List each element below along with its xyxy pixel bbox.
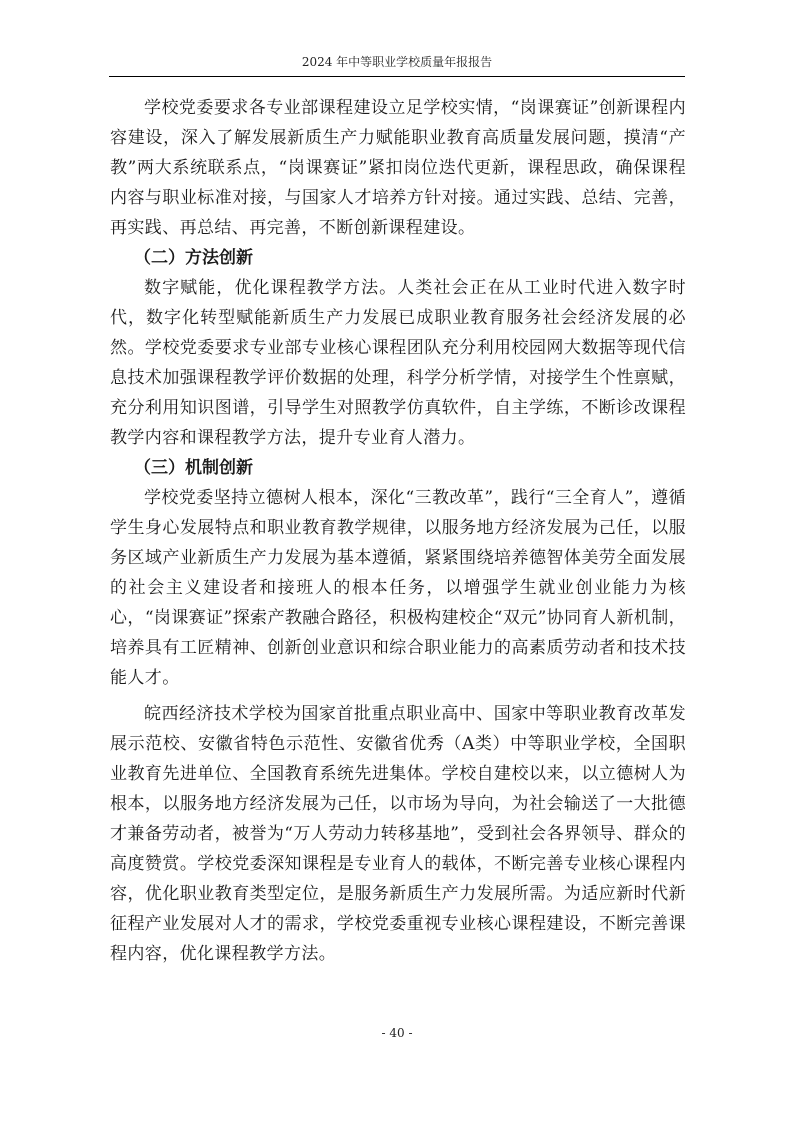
page-number: - 40 -: [381, 1026, 413, 1040]
paragraph-mechanism-innovation: 学校党委坚持立德树人根本，深化“三教改革”，践行“三全育人”，遵循学生身心发展特点和职业教育教学规律，以服务地方经济发展为己任，以服务区域产业新质生产力发展为基本遵循，紧紧围绕培养德智体美劳全面发展的社会主义建设者和接班人的根本任务，以增强学生就业创业能力为核心，“岗课赛证”探索产教融合路径，积极构建校企“双元”协同育人新机制，培养具有工匠精神、创新创业意识和综合职业能力的高素质劳动者和技术技能人才。: [110, 488, 686, 688]
paragraph-course-content: 学校党委要求各专业部课程建设立足学校实情，“岗课赛证”创新课程内容建设，深入了解发展新质生产力赋能职业教育高质量发展问题，摸清“产教”两大系统联系点，“岗课赛证”紧扣岗位迭代更新，课程思政，确保课程内容与职业标准对接，与国家人才培养方针对接。通过实践、总结、完善，再实践、再总结、再完善，不断创新课程建设。: [110, 98, 686, 238]
page-content: [110, 93, 686, 969]
paragraph-method-innovation: 数字赋能，优化课程教学方法。人类社会正在从工业时代进入数字时代，数字化转型赋能新质生产力发展已成职业教育服务社会经济发展的必然。学校党委要求专业部专业核心课程团队充分利用校园网大数据等现代信息技术加强课程教学评价数据的处理，科学分析学情，对接学生个性禀赋，充分利用知识图谱，引导学生对照教学仿真软件，自主学练，不断诊改课程教学内容和课程教学方法，提升专业育人潜力。: [110, 278, 686, 448]
running-header: 2024 年中等职业学校质量年报报告: [301, 55, 493, 69]
section-heading-method-innovation: （二）方法创新: [134, 248, 253, 268]
header-rule: [109, 76, 685, 77]
paragraph-school-introduction: 皖西经济技术学校为国家首批重点职业高中、国家中等职业教育改革发展示范校、安徽省特色示范性、安徽省优秀（A类）中等职业学校，全国职业教育先进单位、全国教育系统先进集体。学校自建校以来，以立德树人为根本，以服务地方经济发展为己任，以市场为导向，为社会输送了一大批德才兼备劳动者，被誉为“万人劳动力转移基地”，受到社会各界领导、群众的高度赞赏。学校党委深知课程是专业育人的载体，不断完善专业核心课程内容，优化职业教育类型定位，是服务新质生产力发展所需。为适应新时代新征程产业发展对人才的需求，学校党委重视专业核心课程建设，不断完善课程内容，优化课程教学方法。: [110, 704, 686, 964]
section-heading-mechanism-innovation: （三）机制创新: [134, 458, 253, 478]
